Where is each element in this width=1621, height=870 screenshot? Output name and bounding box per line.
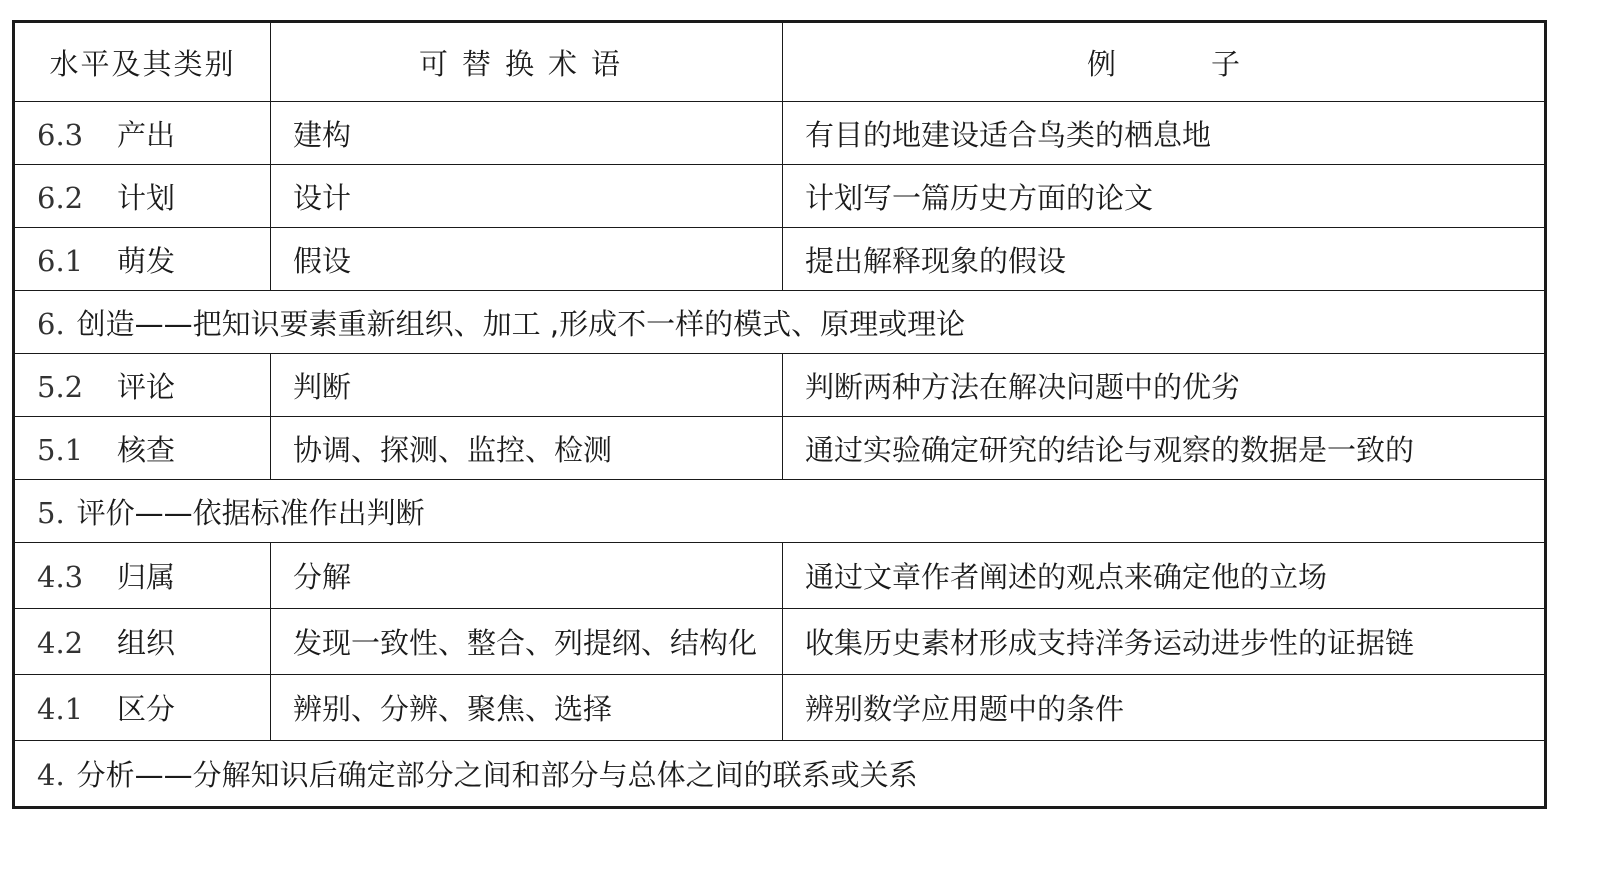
table-row: [14, 675, 1546, 741]
level-name: 区分: [117, 692, 176, 726]
level-cell: [14, 675, 271, 741]
example-cell: 有目的地建设适合鸟类的栖息地: [783, 102, 1546, 165]
level-code: 4.2: [37, 626, 84, 660]
table-row: [14, 165, 1546, 228]
level-name: 萌发: [117, 243, 176, 278]
category-code: 4.: [37, 758, 65, 792]
level-cell: [14, 417, 271, 480]
category-row: [14, 291, 1546, 354]
table-row: [14, 228, 1546, 291]
category-cell: [14, 291, 1546, 354]
level-cell: [14, 543, 271, 609]
header-example-b: 子: [1211, 46, 1241, 81]
category-code: 6.: [37, 306, 65, 341]
table-row: [14, 609, 1546, 675]
level-name: 归属: [117, 560, 176, 594]
category-text: 分析——分解知识后确定部分之间和部分与总体之间的联系或关系: [76, 758, 918, 792]
level-code: 6.1: [37, 243, 84, 278]
level-code: 4.1: [37, 692, 84, 726]
level-cell: [14, 354, 271, 417]
level-code: 6.3: [37, 117, 84, 152]
level-name: 评论: [117, 369, 176, 404]
level-code: 4.3: [37, 560, 84, 594]
category-cell: [14, 480, 1546, 543]
table-row: [14, 354, 1546, 417]
example-cell: 判断两种方法在解决问题中的优劣: [783, 354, 1546, 417]
header-alt-terms: 可替换术语: [271, 22, 783, 102]
header-row: [14, 22, 1546, 102]
header-example: [783, 22, 1546, 102]
table-row: [14, 543, 1546, 609]
category-row: [14, 480, 1546, 543]
level-name: 计划: [117, 180, 176, 215]
taxonomy-table: [12, 20, 1547, 809]
example-cell: 辨别数学应用题中的条件: [783, 675, 1546, 741]
alt-terms-cell: 设计: [271, 165, 783, 228]
category-cell: [14, 741, 1546, 808]
level-code: 5.2: [37, 369, 84, 404]
level-name: 核查: [117, 432, 176, 467]
category-text: 创造——把知识要素重新组织、加工 ,形成不一样的模式、原理或理论: [76, 306, 966, 341]
alt-terms-cell: 假设: [271, 228, 783, 291]
category-row: [14, 741, 1546, 808]
level-code: 5.1: [37, 432, 84, 467]
level-cell: [14, 102, 271, 165]
level-cell: [14, 165, 271, 228]
level-name: 组织: [117, 626, 176, 660]
alt-terms-cell: 分解: [271, 543, 783, 609]
category-code: 5.: [37, 495, 65, 530]
table-row: [14, 102, 1546, 165]
table-row: [14, 417, 1546, 480]
level-cell: [14, 228, 271, 291]
header-example-a: 例: [1086, 46, 1116, 81]
level-code: 6.2: [37, 180, 84, 215]
level-cell: [14, 609, 271, 675]
alt-terms-cell: 协调、探测、监控、检测: [271, 417, 783, 480]
example-cell: 计划写一篇历史方面的论文: [783, 165, 1546, 228]
header-level-category: 水平及其类别: [14, 22, 271, 102]
level-name: 产出: [117, 117, 176, 152]
example-cell: 通过文章作者阐述的观点来确定他的立场: [783, 543, 1546, 609]
category-text: 评价——依据标准作出判断: [76, 495, 425, 530]
alt-terms-cell: 辨别、分辨、聚焦、选择: [271, 675, 783, 741]
example-cell: 通过实验确定研究的结论与观察的数据是一致的: [783, 417, 1546, 480]
alt-terms-cell: 发现一致性、整合、列提纲、结构化: [271, 609, 783, 675]
alt-terms-cell: 建构: [271, 102, 783, 165]
alt-terms-cell: 判断: [271, 354, 783, 417]
example-cell: 收集历史素材形成支持洋务运动进步性的证据链: [783, 609, 1546, 675]
example-cell: 提出解释现象的假设: [783, 228, 1546, 291]
